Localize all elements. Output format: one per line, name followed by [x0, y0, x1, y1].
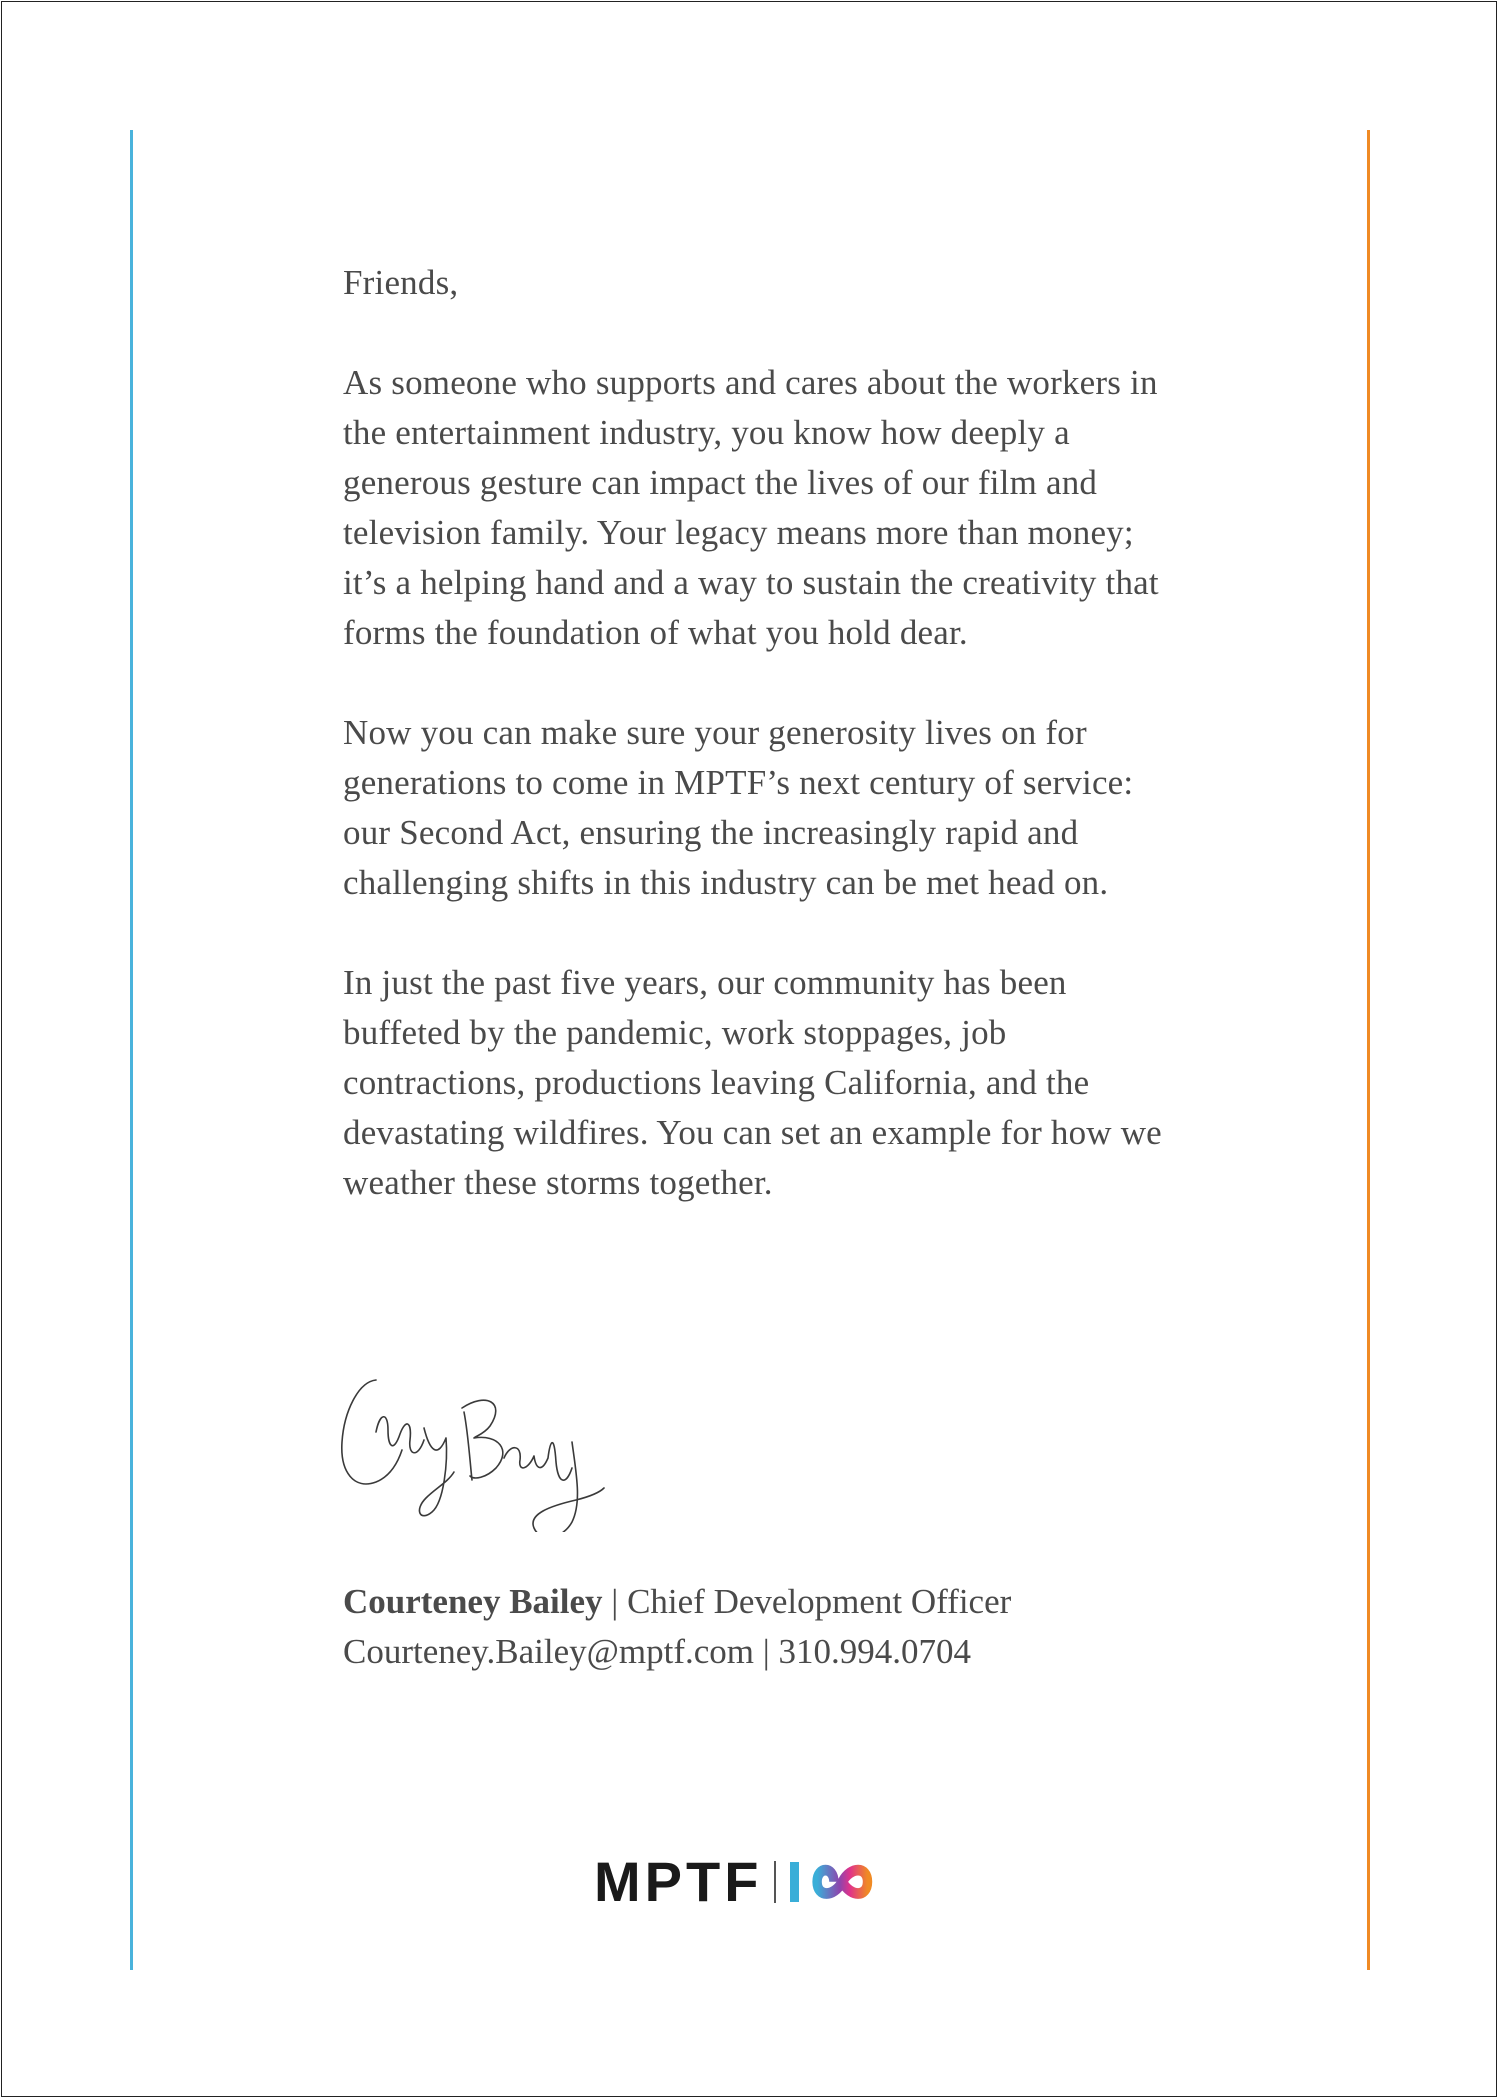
mptf-100-logo: [594, 1850, 880, 1913]
contact-line: [343, 1627, 1011, 1677]
letter-body: [343, 258, 1173, 1258]
signatory-line: [343, 1577, 1011, 1627]
separator: |: [611, 1582, 619, 1621]
mptf-wordmark: MPTF: [594, 1850, 763, 1913]
signatory-phone[interactable]: 310.994.0704: [778, 1632, 971, 1671]
logo-divider: [774, 1861, 776, 1903]
paragraph-second-act: Now you can make sure your generosity lives on for generations to come in MPTF’s next century of service: our Second Act, ensuring the increasingly rapid and challenging shifts in this industry can be met head on.: [343, 713, 1134, 902]
handwritten-signature: [336, 1372, 616, 1532]
paragraph-legacy: As someone who supports and cares about the workers in the entertainment industry, you know how deeply a generous gesture can impact the lives of our film and television family. Your legacy means more than money; it’s a helping hand and a way to sustain the creativity that forms the foundation of what you hold dear.: [343, 363, 1159, 652]
separator: |: [762, 1632, 770, 1671]
signatory-email[interactable]: Courteney.Bailey@mptf.com: [343, 1632, 754, 1671]
signature-block: [343, 1577, 1011, 1677]
paragraph-storms: In just the past five years, our community has been buffeted by the pandemic, work stoppages, job contractions, productions leaving California, and the devastating wildfires. You can set an example for how we weather these storms together.: [343, 963, 1162, 1202]
infinity-100-icon: [788, 1859, 880, 1905]
signatory-name: Courteney Bailey: [343, 1582, 603, 1621]
signatory-title: Chief Development Officer: [627, 1582, 1012, 1621]
salutation: Friends,: [343, 263, 459, 302]
